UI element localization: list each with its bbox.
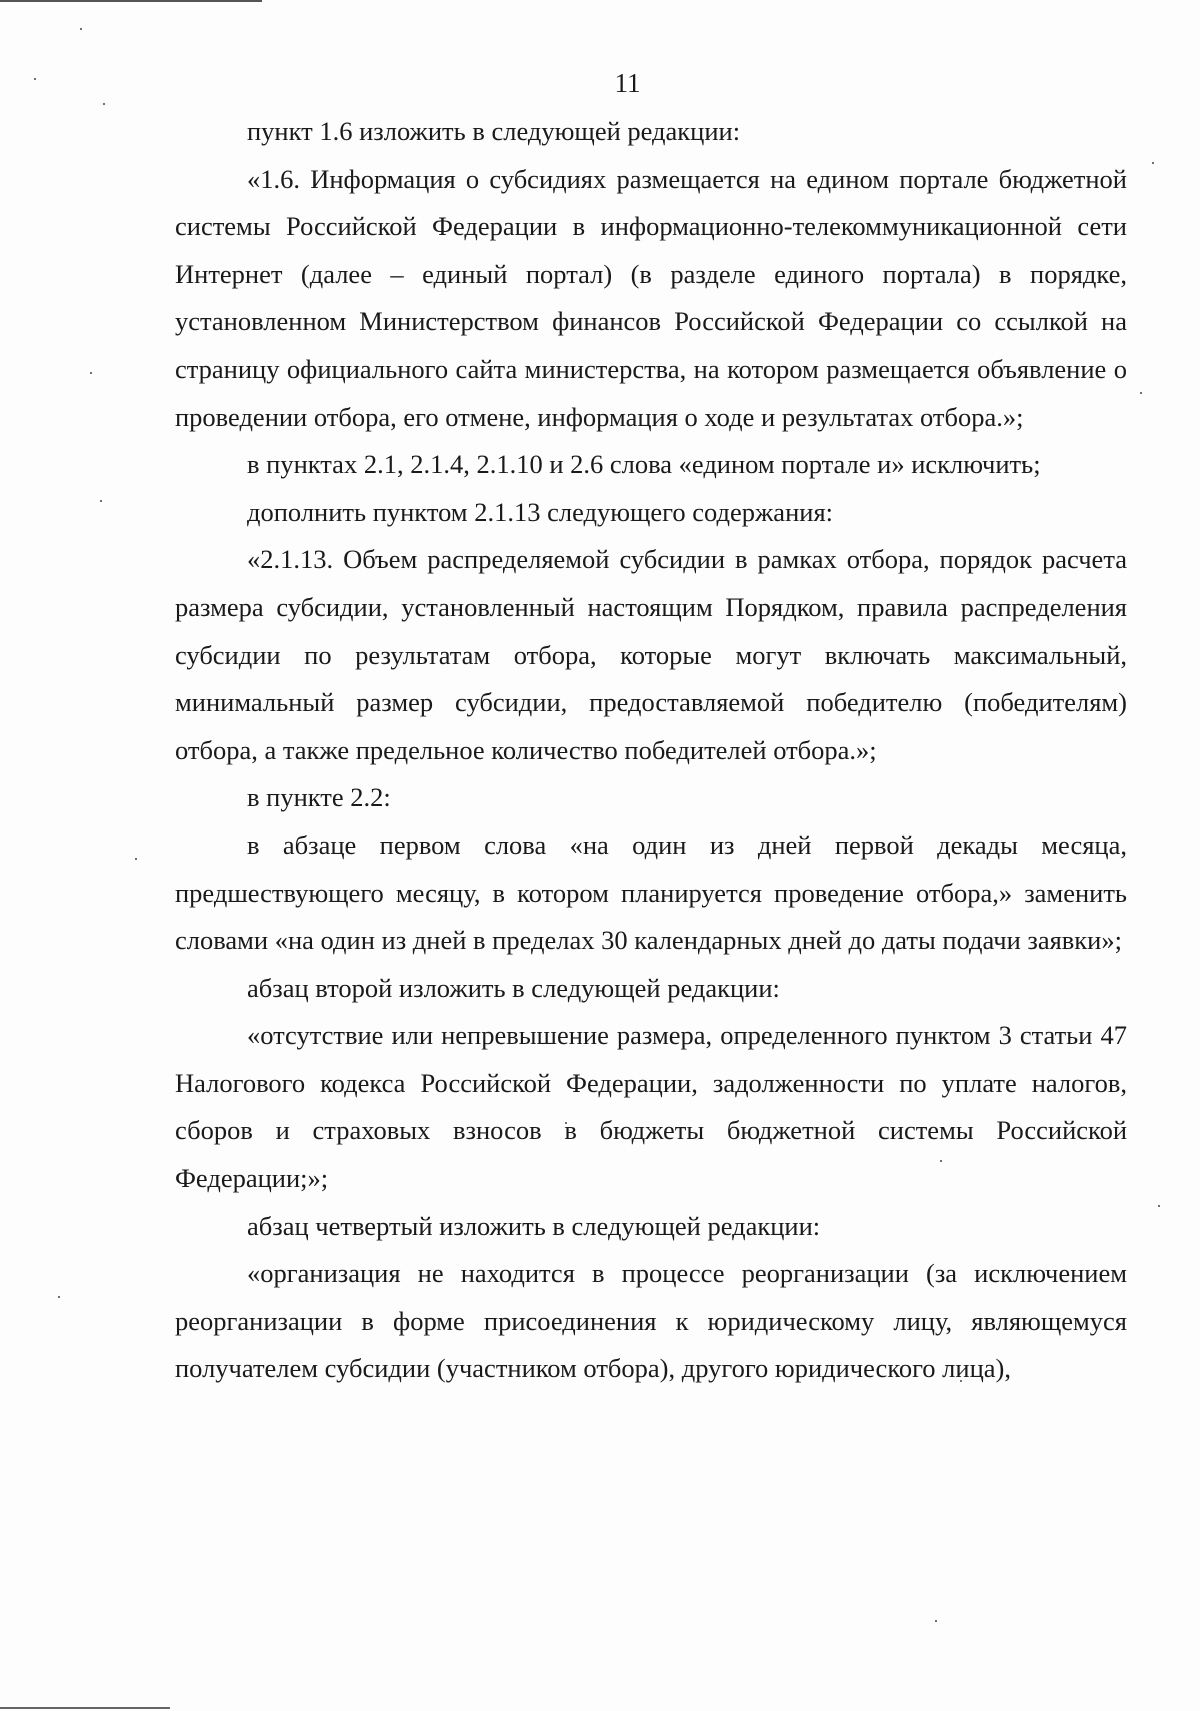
paragraph: в абзаце первом слова «на один из дней первой декады месяца, предшествующего месяцу, в котором планируется проведение отбора,» заменить словами «на один из дней в пределах 30 календарных дней до даты подачи заявки»; <box>175 829 1127 956</box>
page-number: 11 <box>614 68 641 98</box>
paragraph: пункт 1.6 изложить в следующей редакции: <box>247 116 741 146</box>
quoted-paragraph: «1.6. Информация о субсидиях размещается на едином портале бюджетной системы Российской Федерации в информационно-телекоммуникационной сети Интернет (далее – единый портал) (в разделе единого портала) в порядке, установленном Министерством финансов Российской Федерации со ссылкой на страницу официального сайта министерства, на котором размещается объявление о проведении отбора, его отмене, информация о ходе и результатах отбора.»; <box>175 163 1127 432</box>
scan-speck <box>90 372 92 374</box>
quoted-paragraph: «организация не находится в процессе реорганизации (за исключением реорганизации в форме присоединения к юридическому лицу, являющемуся получателем субсидии (участником отбора), другого юридического лица), <box>175 1258 1127 1384</box>
paragraph: в пункте 2.2: <box>247 782 391 813</box>
scan-edge-bottom <box>0 1707 170 1709</box>
scan-speck <box>103 103 105 105</box>
scan-speck <box>1140 392 1142 394</box>
quoted-paragraph: «отсутствие или непревышение размера, определенного пунктом 3 статьи 47 Налогового кодекса Российской Федерации, задолженности по уплате налогов, сборов и страховых взносов в бюджеты бюджетной системы Российской Федерации;»; <box>175 1020 1127 1194</box>
scan-speck <box>80 28 82 30</box>
paragraph: дополнить пунктом 2.1.13 следующего содержания: <box>247 496 833 527</box>
paragraph: в пунктах 2.1, 2.1.4, 2.1.10 и 2.6 слова «едином портале и» исключить; <box>247 449 1041 480</box>
quoted-paragraph: «2.1.13. Объем распределяемой субсидии в рамках отбора, порядок расчета размера субсидии, установленный настоящим Порядком, правила распределения субсидии по результатам отбора, которые могут включать максимальный, минимальный размер субсидии, предоставляемой победителю (победителям) отбора, а также предельное количество победителей отбора.»; <box>175 544 1127 765</box>
scan-speck <box>1158 1205 1160 1207</box>
scan-speck <box>1152 162 1154 164</box>
paragraph: абзац второй изложить в следующей редакции: <box>247 972 780 1003</box>
scan-speck <box>58 1296 60 1298</box>
scan-speck <box>935 1620 937 1622</box>
scan-edge-top <box>0 0 262 2</box>
scan-speck <box>135 858 137 860</box>
paragraph: абзац четвертый изложить в следующей редакции: <box>247 1210 821 1241</box>
document-body <box>175 108 1127 1393</box>
scan-speck <box>100 500 102 502</box>
